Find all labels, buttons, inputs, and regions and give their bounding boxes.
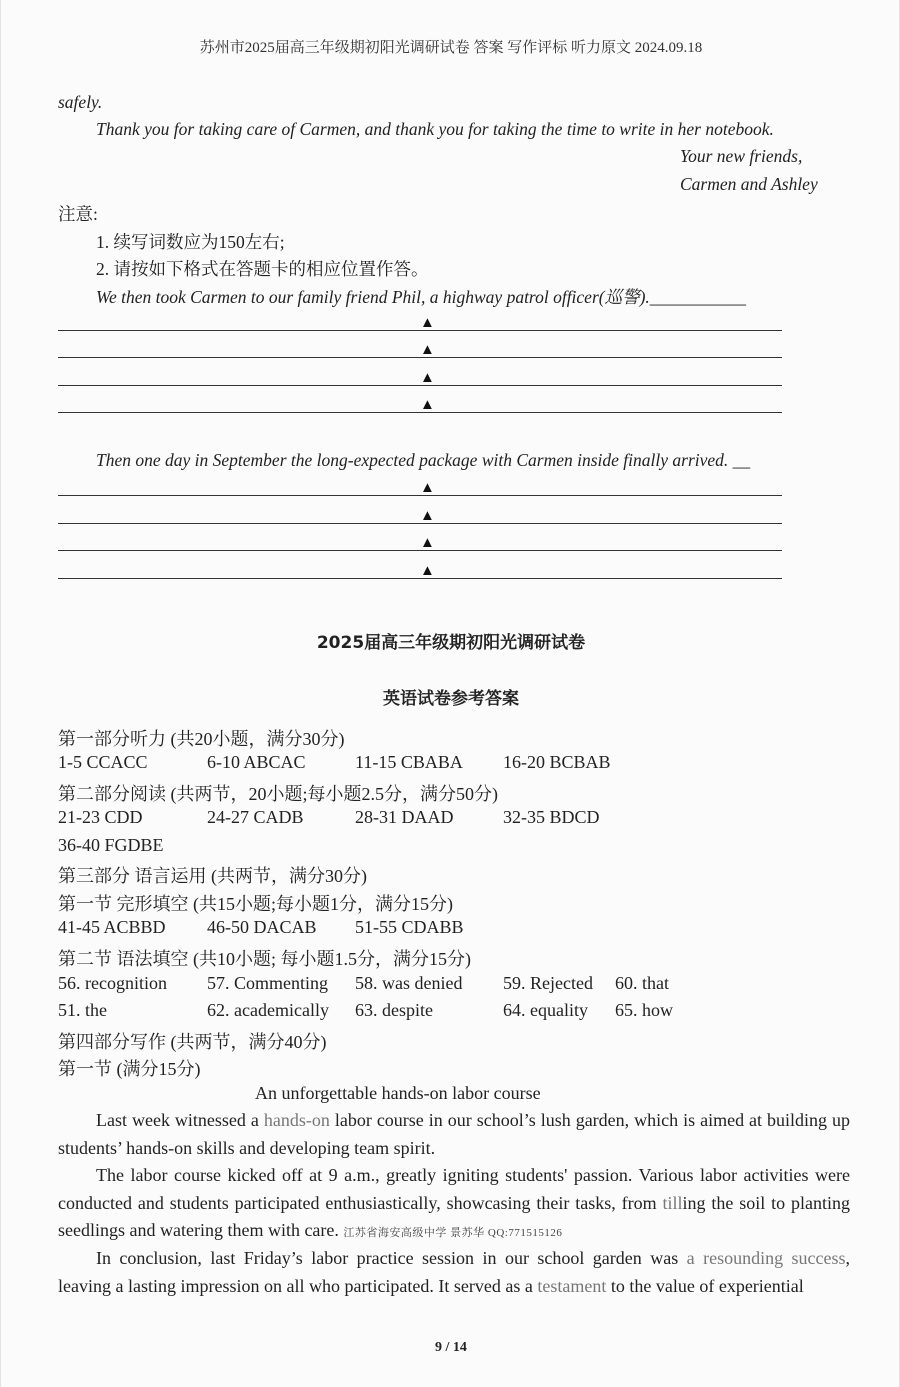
answer-group: 36-40 FGDBE bbox=[58, 835, 164, 855]
answer-title: 2025届高三年级期初阳光调研试卷 bbox=[316, 633, 586, 653]
answer-group: 28-31 DAAD bbox=[355, 807, 454, 827]
triangle-marker: ▲ bbox=[420, 342, 435, 358]
highlighted-phrase: hands-on bbox=[263, 1110, 330, 1130]
grammar-answer: 63. despite bbox=[355, 1000, 433, 1020]
section-heading: 第二部分阅读 (共两节，20小题;每小题2.5分，满分50分) bbox=[58, 784, 498, 804]
grammar-answer: 51. the bbox=[58, 1000, 107, 1020]
continuation-prompt: We then took Carmen to our family friend Phil, a highway patrol officer(巡警).___________ bbox=[96, 287, 747, 307]
grammar-answer: 57. Commenting bbox=[207, 973, 328, 993]
grammar-answer: 62. academically bbox=[207, 1000, 329, 1020]
answer-group: 46-50 DACAB bbox=[207, 917, 317, 937]
letter-line: Thank you for taking care of Carmen, and thank you for taking the time to write in her notebook. bbox=[96, 119, 774, 139]
triangle-marker: ▲ bbox=[420, 370, 435, 386]
grammar-answer: 64. equality bbox=[503, 1000, 588, 1020]
answer-group: 51-55 CDABB bbox=[355, 917, 464, 937]
section-heading: 第三部分 语言运用 (共两节，满分30分) bbox=[58, 866, 367, 886]
notes-title: 注意: bbox=[58, 204, 98, 224]
triangle-marker: ▲ bbox=[420, 563, 435, 579]
answer-group: 11-15 CBABA bbox=[355, 752, 463, 772]
answer-group: 21-23 CDD bbox=[58, 807, 143, 827]
note-item: 2. 请按如下格式在答题卡的相应位置作答。 bbox=[96, 259, 429, 279]
triangle-marker: ▲ bbox=[420, 480, 435, 496]
essay-paragraph: In conclusion, last Friday’s labor practice session in our school garden was a resounding success, leaving a lasting impression on all who participated. It served as a testament to the value of experiential bbox=[58, 1248, 850, 1296]
essay-title: An unforgettable hands-on labor course bbox=[255, 1083, 541, 1103]
section-heading: 第二节 语法填空 (共10小题; 每小题1.5分，满分15分) bbox=[58, 949, 471, 969]
section-heading: 第四部分写作 (共两节，满分40分) bbox=[58, 1032, 327, 1052]
answer-group: 41-45 ACBBD bbox=[58, 917, 166, 937]
highlighted-phrase: till bbox=[662, 1192, 683, 1213]
grammar-answer: 60. that bbox=[615, 973, 669, 993]
letter-line: safely. bbox=[58, 92, 103, 112]
answer-group: 6-10 ABCAC bbox=[207, 752, 306, 772]
triangle-marker: ▲ bbox=[420, 397, 435, 413]
answer-group: 16-20 BCBAB bbox=[503, 752, 611, 772]
grammar-answer: 56. recognition bbox=[58, 973, 167, 993]
triangle-marker: ▲ bbox=[420, 535, 435, 551]
page-header: 苏州市2025届高三年级期初阳光调研试卷 答案 写作评标 听力原文 2024.09.18 bbox=[199, 40, 703, 56]
author-note: 江苏省海安高级中学 景苏华 QQ:771515126 bbox=[343, 1227, 563, 1239]
letter-signature: Carmen and Ashley bbox=[680, 174, 818, 194]
triangle-marker: ▲ bbox=[420, 508, 435, 524]
continuation-prompt: Then one day in September the long-expected package with Carmen inside finally arrived. __ bbox=[96, 450, 751, 470]
highlighted-phrase: testament bbox=[537, 1275, 607, 1296]
grammar-answer: 58. was denied bbox=[355, 973, 463, 993]
triangle-marker: ▲ bbox=[420, 315, 435, 331]
grammar-answer: 59. Rejected bbox=[503, 973, 593, 993]
answer-group: 1-5 CCACC bbox=[58, 752, 148, 772]
answer-group: 24-27 CADB bbox=[207, 807, 304, 827]
answer-group: 32-35 BDCD bbox=[503, 807, 600, 827]
note-item: 1. 续写词数应为150左右; bbox=[96, 232, 285, 252]
highlighted-phrase: a resounding success bbox=[686, 1248, 846, 1268]
essay-paragraph: The labor course kicked off at 9 a.m., greatly igniting students' passion. Various labor activities were conducted and students participated enthusiastically, showcasing their tasks, from tilling the soil to planting seedlings and watering them with care. 江苏省海安高级中学 景苏华 QQ:771515126 bbox=[58, 1165, 850, 1240]
grammar-answer: 65. how bbox=[615, 1000, 673, 1020]
section-heading: 第一节 (满分15分) bbox=[58, 1059, 201, 1079]
answer-subtitle: 英语试卷参考答案 bbox=[383, 689, 519, 709]
essay-paragraph: Last week witnessed a hands-on labor course in our school’s lush garden, which is aimed at building up students’ hands-on skills and developing team spirit. bbox=[58, 1110, 851, 1158]
letter-closing: Your new friends, bbox=[680, 146, 803, 166]
page-number: 9 / 14 bbox=[435, 1340, 467, 1355]
section-heading: 第一节 完形填空 (共15小题;每小题1分，满分15分) bbox=[58, 894, 453, 914]
section-heading: 第一部分听力 (共20小题，满分30分) bbox=[58, 729, 345, 749]
